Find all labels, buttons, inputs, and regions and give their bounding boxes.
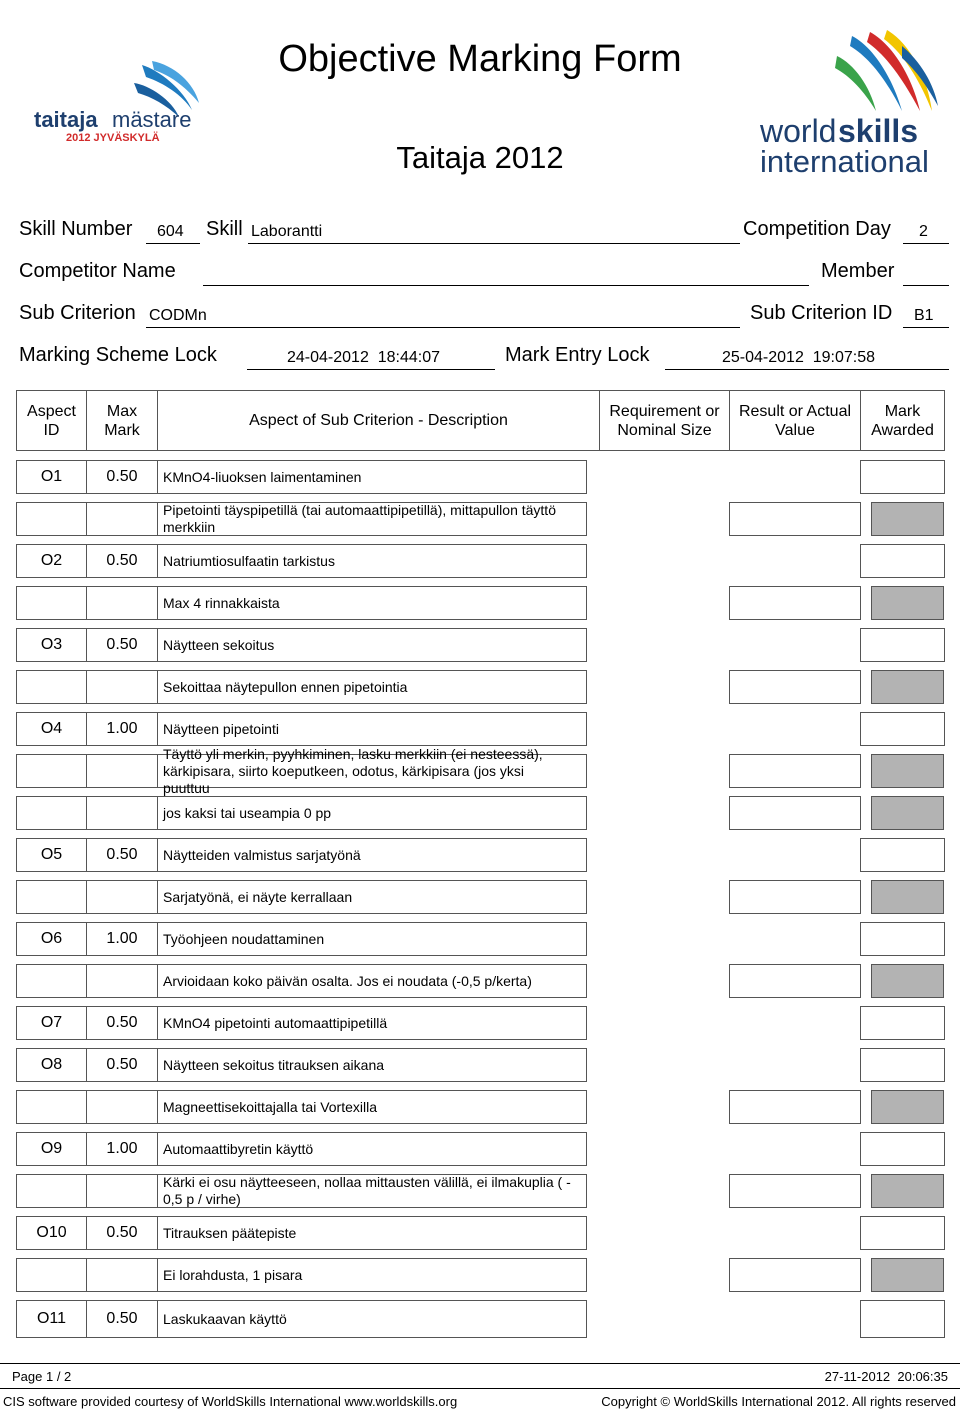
mark-awarded-cell (871, 586, 944, 620)
aspect-description-cell: KMnO4 pipetointi automaattipipetillä (157, 1006, 587, 1040)
aspect-description-cell: Näytteen sekoitus (157, 628, 587, 662)
result-cell (729, 586, 861, 620)
mark-awarded-cell (860, 460, 945, 494)
marking-scheme-lock-value: 24-04-2012 18:44:07 (287, 349, 441, 366)
aspect-id-cell: O7 (16, 1006, 87, 1040)
max-mark-cell (86, 796, 158, 830)
skill-label: Skill (206, 218, 243, 240)
result-cell (729, 1258, 861, 1292)
max-mark-cell (86, 964, 158, 998)
max-mark-cell: 0.50 (86, 544, 158, 578)
software-credit: CIS software provided courtesy of WorldSkills International www.worldskills.org (3, 1394, 458, 1409)
max-mark-cell: 1.00 (86, 712, 158, 746)
worldskills-logo (752, 26, 942, 178)
column-mark-awarded: Mark Awarded (860, 390, 945, 451)
max-mark-cell: 0.50 (86, 1006, 158, 1040)
aspect-description-cell: Työohjeen noudattaminen (157, 922, 587, 956)
max-mark-cell: 0.50 (86, 838, 158, 872)
taitaja-logo-subtitle: 2012 JYVÄSKYLÄ (66, 132, 160, 144)
max-mark-cell: 0.50 (86, 628, 158, 662)
aspect-criteria-cell: Täyttö yli merkin, pyyhkiminen, lasku merkkiin (ei nesteessä), kärkipisara, siirto koeputkeen, odotus, kärkipisara (jos yksi puuttuu (157, 754, 587, 788)
mark-awarded-cell (871, 502, 944, 536)
max-mark-cell: 1.00 (86, 1132, 158, 1166)
sub-criterion-id-label: Sub Criterion ID (750, 302, 893, 324)
aspect-criteria-cell: jos kaksi tai useampia 0 pp (157, 796, 587, 830)
marking-scheme-lock-label: Marking Scheme Lock (19, 344, 217, 366)
competition-day-label: Competition Day (743, 218, 891, 240)
sub-criterion-label: Sub Criterion (19, 302, 136, 324)
mark-awarded-cell (860, 1300, 945, 1338)
max-mark-cell: 1.00 (86, 922, 158, 956)
aspect-id-cell: O1 (16, 460, 87, 494)
sub-criterion-id-value: B1 (914, 307, 934, 324)
form-title: Objective Marking Form (278, 38, 682, 80)
mark-awarded-cell (871, 670, 944, 704)
competition-day-value: 2 (919, 223, 928, 240)
mark-awarded-cell (871, 1258, 944, 1292)
result-cell (729, 964, 861, 998)
aspect-id-cell (16, 754, 87, 788)
max-mark-cell (86, 1174, 158, 1208)
max-mark-cell: 0.50 (86, 1048, 158, 1082)
mark-awarded-cell (871, 796, 944, 830)
result-cell (729, 880, 861, 914)
mark-entry-lock-label: Mark Entry Lock (505, 344, 650, 366)
worldskills-logo-word1: world (760, 113, 837, 149)
aspect-id-cell: O2 (16, 544, 87, 578)
skill-number-label: Skill Number (19, 218, 133, 240)
aspect-id-cell (16, 964, 87, 998)
aspect-id-cell (16, 1174, 87, 1208)
column-description: Aspect of Sub Criterion - Description (157, 390, 600, 451)
aspect-id-cell (16, 670, 87, 704)
aspect-id-cell: O11 (16, 1300, 87, 1338)
aspect-description-cell: Laskukaavan käyttö (157, 1300, 587, 1338)
aspect-criteria-cell: Ei lorahdusta, 1 pisara (157, 1258, 587, 1292)
max-mark-cell (86, 586, 158, 620)
mark-awarded-cell (860, 628, 945, 662)
mark-awarded-cell (871, 754, 944, 788)
mark-awarded-cell (871, 964, 944, 998)
taitaja-logo-word1: taitaja (34, 107, 98, 132)
max-mark-cell: 0.50 (86, 1216, 158, 1250)
column-requirement: Requirement or Nominal Size (599, 390, 730, 451)
sub-criterion-value: CODMn (149, 307, 207, 324)
aspect-id-cell: O8 (16, 1048, 87, 1082)
aspect-id-cell: O6 (16, 922, 87, 956)
mark-awarded-cell (860, 544, 945, 578)
mark-awarded-cell (860, 1006, 945, 1040)
result-cell (729, 1090, 861, 1124)
taitaja-logo-word2: mästare (112, 107, 192, 132)
worldskills-logo-word3: international (760, 144, 929, 178)
max-mark-cell (86, 754, 158, 788)
mark-awarded-cell (860, 1132, 945, 1166)
mark-awarded-cell (871, 1090, 944, 1124)
aspect-description-cell: Automaattibyretin käyttö (157, 1132, 587, 1166)
aspect-id-cell: O4 (16, 712, 87, 746)
taitaja-logo (34, 55, 209, 145)
aspect-id-cell (16, 586, 87, 620)
result-cell (729, 670, 861, 704)
max-mark-cell (86, 670, 158, 704)
event-title: Taitaja 2012 (396, 140, 564, 175)
aspect-description-cell: KMnO4-liuoksen laimentaminen (157, 460, 587, 494)
mark-awarded-cell (871, 1174, 944, 1208)
page-number: Page 1 / 2 (12, 1369, 72, 1384)
print-timestamp: 27-11-2012 20:06:35 (824, 1369, 948, 1384)
max-mark-cell (86, 1258, 158, 1292)
aspect-description-cell: Titrauksen päätepiste (157, 1216, 587, 1250)
mark-awarded-cell (860, 922, 945, 956)
competitor-name-label: Competitor Name (19, 260, 176, 282)
max-mark-cell: 0.50 (86, 1300, 158, 1338)
copyright-notice: Copyright © WorldSkills International 2012. All rights reserved (601, 1394, 956, 1409)
aspect-criteria-cell: Max 4 rinnakkaista (157, 586, 587, 620)
mark-awarded-cell (871, 880, 944, 914)
aspect-id-cell: O3 (16, 628, 87, 662)
skill-value: Laborantti (251, 223, 323, 240)
mark-entry-lock-value: 25-04-2012 19:07:58 (722, 349, 876, 366)
max-mark-cell: 0.50 (86, 460, 158, 494)
aspect-id-cell (16, 502, 87, 536)
column-result: Result or Actual Value (729, 390, 861, 451)
aspect-id-cell: O10 (16, 1216, 87, 1250)
aspect-description-cell: Näytteen pipetointi (157, 712, 587, 746)
worldskills-logo-word2: skills (838, 113, 919, 149)
aspect-id-cell: O5 (16, 838, 87, 872)
skill-number-value: 604 (157, 223, 184, 240)
mark-awarded-cell (860, 1216, 945, 1250)
aspect-criteria-cell: Pipetointi täyspipetillä (tai automaattipipetillä), mittapullon täyttö merkkiin (157, 502, 587, 536)
mark-awarded-cell (860, 712, 945, 746)
max-mark-cell (86, 502, 158, 536)
aspect-description-cell: Natriumtiosulfaatin tarkistus (157, 544, 587, 578)
result-cell (729, 502, 861, 536)
aspect-id-cell (16, 1258, 87, 1292)
aspect-id-cell: O9 (16, 1132, 87, 1166)
mark-awarded-cell (860, 1048, 945, 1082)
aspect-criteria-cell: Kärki ei osu näytteeseen, nollaa mittausten välillä, ei ilmakuplia ( - 0,5 p / virhe) (157, 1174, 587, 1208)
aspect-criteria-cell: Sarjatyönä, ei näyte kerrallaan (157, 880, 587, 914)
aspect-id-cell (16, 880, 87, 914)
column-max-mark: Max Mark (86, 390, 158, 451)
column-aspect-id: Aspect ID (16, 390, 87, 451)
result-cell (729, 796, 861, 830)
aspect-id-cell (16, 1090, 87, 1124)
result-cell (729, 754, 861, 788)
member-label: Member (821, 260, 895, 282)
max-mark-cell (86, 880, 158, 914)
aspect-criteria-cell: Arvioidaan koko päivän osalta. Jos ei noudata (-0,5 p/kerta) (157, 964, 587, 998)
aspect-description-cell: Näytteiden valmistus sarjatyönä (157, 838, 587, 872)
mark-awarded-cell (860, 838, 945, 872)
aspect-criteria-cell: Sekoittaa näytepullon ennen pipetointia (157, 670, 587, 704)
aspect-criteria-cell: Magneettisekoittajalla tai Vortexilla (157, 1090, 587, 1124)
result-cell (729, 1174, 861, 1208)
max-mark-cell (86, 1090, 158, 1124)
aspect-description-cell: Näytteen sekoitus titrauksen aikana (157, 1048, 587, 1082)
aspect-id-cell (16, 796, 87, 830)
